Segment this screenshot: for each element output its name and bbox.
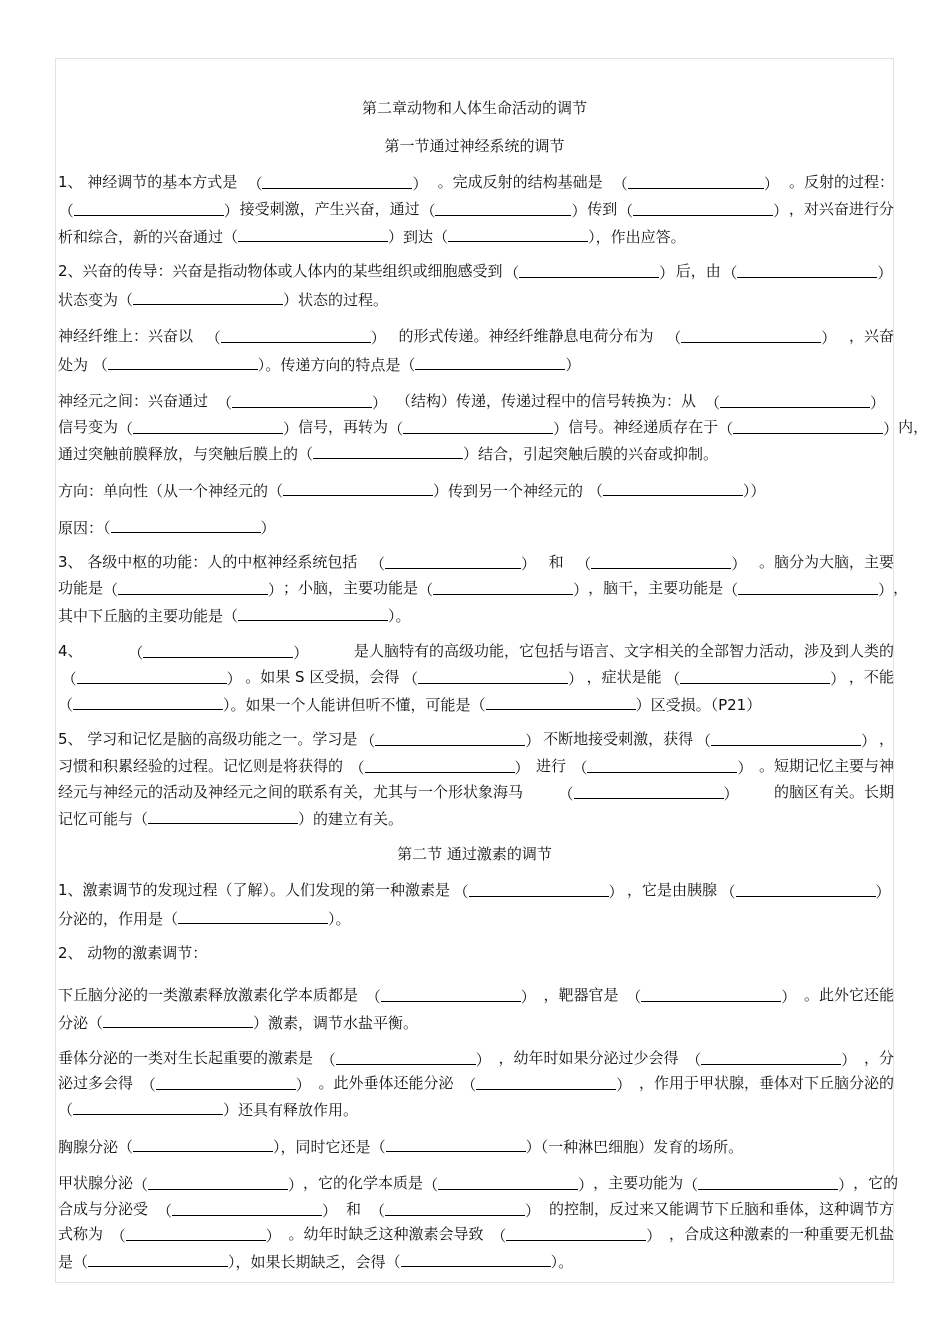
line-text: 2、兴奋的传导：兴奋是指动物体或人体内的某些组织或细胞感受到 [58, 262, 503, 280]
text-line [58, 1135, 894, 1155]
line-text: 。脑分为大脑，主要 [758, 553, 894, 571]
fill-blank[interactable]: （ ） [683, 1173, 853, 1193]
line-text: 还具有释放作用。 [238, 1101, 359, 1119]
fill-blank[interactable]: （ ） [223, 228, 403, 246]
fill-blank[interactable]: （ ） [386, 1253, 559, 1271]
text-line [58, 417, 929, 438]
line-text: 下丘脑分泌的一类激素释放激素化学本质都是 [58, 986, 359, 1004]
fill-blank[interactable]: （ ） [88, 1014, 268, 1032]
line-text: 式称为 [58, 1225, 104, 1243]
text-line [58, 199, 894, 219]
fill-blank[interactable]: （ ） [454, 880, 624, 900]
line-text: 信号，再转为 [298, 418, 389, 436]
line-text: 和 [548, 553, 564, 571]
text-line [58, 880, 894, 900]
line-text: 到达 [403, 228, 434, 246]
fill-blank[interactable]: （ ） [504, 261, 674, 281]
text-line [58, 943, 894, 963]
text-line [58, 1199, 894, 1219]
line-text: ，幼年时如果分泌过少会得 [498, 1049, 679, 1067]
line-text: ，分 [863, 1049, 894, 1067]
fill-blank[interactable]: （ ） [370, 552, 536, 572]
fill-blank[interactable]: （ ） [103, 578, 283, 598]
fill-blank[interactable]: （ ） [349, 756, 529, 776]
line-text: 功能是 [58, 579, 104, 597]
line-text: 4、 [58, 642, 83, 660]
line-text: ，对兴奋进行分 [788, 200, 894, 218]
line-text: 后，由 [675, 262, 721, 280]
fill-blank[interactable]: （ ） [298, 445, 478, 463]
line-text: 神经元之间：兴奋通过 [58, 392, 209, 410]
line-text: ，兴奋 [848, 327, 894, 345]
line-text: 甲状腺分泌 [58, 1174, 134, 1192]
line-text: 习惯和积累经验的过程。记忆则是将获得的 [58, 757, 344, 775]
fill-blank[interactable]: （ ） [141, 1073, 311, 1093]
line-text: 其中下丘脑的主要功能是 [58, 607, 224, 625]
line-text: 的脑区有关。长期 [773, 783, 894, 801]
line-text: ，靶器官是 [543, 986, 619, 1004]
fill-blank[interactable]: （ ） [73, 1253, 236, 1271]
fill-blank[interactable]: （ ） [665, 667, 845, 687]
fill-blank[interactable]: （ ） [388, 417, 568, 437]
fill-blank[interactable]: （ ） [360, 729, 540, 749]
text-line [58, 172, 894, 192]
line-text: 3、 各级中枢的功能：人的中枢神经系统包括 [58, 553, 358, 571]
fill-blank[interactable]: （ ） [157, 1199, 337, 1219]
fill-blank[interactable]: （ ） [58, 696, 231, 714]
line-text: 2、 动物的激素调节： [58, 944, 208, 962]
line-text: 。如果一个人能讲但听不懂，可能是 [230, 696, 471, 714]
line-text: 信号。神经递质存在于 [568, 418, 719, 436]
line-text: 接受刺激，产生兴奋，通过 [239, 200, 420, 218]
line-text: 是人脑特有的高级功能，它包括与语言、文字相关的全部智力活动，涉及到人类的 [353, 642, 894, 660]
fill-blank[interactable]: （ ） [118, 1138, 281, 1156]
line-text: 垂体分泌的一类对生长起重要的激素是 [58, 1049, 314, 1067]
fill-blank[interactable]: （ ） [686, 1048, 856, 1068]
line-text: 通过突触前膜释放，与突触后膜上的 [58, 445, 299, 463]
text-line [58, 693, 894, 713]
fill-blank[interactable]: （ ） [118, 417, 298, 437]
text-line [58, 552, 894, 572]
fill-blank[interactable]: （ ） [696, 729, 876, 749]
fill-blank[interactable]: （ ） [370, 1199, 540, 1219]
line-text: 。此外它还能 [803, 986, 894, 1004]
line-text: 析和综合，新的兴奋通过 [58, 228, 224, 246]
fill-blank[interactable]: （ ） [558, 782, 738, 802]
text-line [58, 479, 894, 499]
fill-blank[interactable]: （ ） [111, 1224, 281, 1244]
text-line [58, 391, 894, 411]
fill-blank[interactable]: （ ） [626, 985, 796, 1005]
line-text: ，作出应答。 [595, 228, 686, 246]
line-text: 。 [558, 1253, 574, 1271]
fill-blank[interactable]: （ ） [723, 578, 893, 598]
text-line [58, 1173, 899, 1194]
fill-blank[interactable]: （ ） [59, 199, 239, 219]
fill-blank[interactable]: （ ） [423, 1173, 593, 1193]
line-text: ，症状是能 [586, 668, 662, 686]
fill-blank[interactable]: （ ） [223, 607, 396, 625]
fill-blank[interactable]: （ ） [433, 228, 596, 246]
line-text: 。 [335, 910, 351, 928]
line-text: 的形式传递。神经纤维静息电荷分布为 [398, 327, 654, 345]
line-text: 激素，调节水盐平衡。 [268, 1014, 419, 1032]
text-line [58, 442, 894, 462]
text-line [58, 353, 894, 373]
line-text: （结构）传递，传递过程中的信号转换为：从 [395, 392, 696, 410]
fill-blank[interactable]: （ ） [666, 326, 836, 346]
line-text: 1、激素调节的发现过程（了解）。人们发现的第一种激素是 [58, 881, 451, 899]
line-text: 的控制，反过来又能调节下丘脑和垂体，这种调节方 [548, 1200, 894, 1218]
text-line [58, 288, 894, 308]
line-text: 传到 [587, 200, 618, 218]
fill-blank[interactable]: （ ） [588, 482, 751, 500]
line-text: 处为 [58, 356, 93, 374]
chapter-title: 第二章动物和人体生命活动的调节 [361, 99, 587, 117]
fill-blank[interactable]: （ ） [705, 391, 885, 411]
fill-blank[interactable]: （ ） [366, 985, 536, 1005]
text-line [58, 985, 894, 1005]
text-line [58, 1011, 894, 1031]
fill-blank[interactable]: （ ） [718, 417, 898, 437]
section-title: 第二节 通过激素的调节 [397, 845, 552, 863]
line-text: ，如果长期缺乏，会得 [235, 1253, 386, 1271]
text-line [58, 1048, 894, 1068]
line-text: 是 [58, 1253, 74, 1271]
fill-blank[interactable]: （ ） [133, 1173, 303, 1193]
line-text: 状态变为 [58, 291, 119, 309]
line-text: 。短期记忆主要与神 [758, 757, 894, 775]
fill-blank[interactable]: （ ） [613, 172, 779, 192]
fill-blank[interactable]: （ ） [163, 910, 336, 928]
fill-blank[interactable]: （ ） [58, 1101, 238, 1119]
fill-blank[interactable]: （ ） [371, 1138, 541, 1156]
line-text: ，作用于甲状腺，垂体对下丘脑分泌的 [638, 1074, 894, 1092]
line-text: ，它的 [853, 1174, 899, 1192]
fill-blank[interactable]: （ ） [103, 519, 276, 537]
line-text: 。反射的过程： [788, 173, 894, 191]
fill-blank[interactable]: （ ） [618, 199, 788, 219]
fill-blank[interactable]: （ ） [572, 756, 752, 776]
line-text: （一种淋巴细胞）发育的场所。 [540, 1138, 744, 1156]
fill-blank[interactable]: （ ） [128, 641, 308, 661]
line-text: 合成与分泌受 [58, 1200, 149, 1218]
line-text: ， [878, 730, 894, 748]
fill-blank[interactable]: （ ） [321, 1048, 491, 1068]
text-line [58, 1098, 894, 1118]
text-line [58, 1224, 894, 1244]
line-text: 经元与神经元的活动及神经元之间的联系有关，尤其与一个形状象海马 [58, 783, 524, 801]
text-line [58, 729, 894, 749]
line-text: 结合，引起突触后膜的兴奋或抑制。 [478, 445, 719, 463]
line-text: 5、 学习和记忆是脑的高级功能之一。学习是 [58, 730, 358, 748]
line-text: 。此外垂体还能分泌 [318, 1074, 454, 1092]
text-line [58, 225, 894, 245]
fill-blank[interactable]: （ ） [722, 261, 892, 281]
text-line [58, 1073, 894, 1093]
fill-blank[interactable]: （ ） [721, 880, 891, 900]
text-line [58, 578, 909, 599]
line-text: 信号变为 [58, 418, 119, 436]
fill-blank[interactable]: （ ） [206, 326, 386, 346]
line-text: 分泌 [58, 1014, 89, 1032]
fill-blank[interactable]: （ ） [420, 199, 586, 219]
line-text: 进行 [535, 757, 566, 775]
line-text: 泌过多会得 [58, 1074, 134, 1092]
line-text: 记忆可能与 [58, 810, 134, 828]
line-text: 原因： [58, 519, 104, 537]
line-text: 和 [345, 1200, 361, 1218]
line-text: ；小脑，主要功能是 [283, 579, 419, 597]
text-line [58, 907, 894, 927]
text-line [58, 261, 894, 281]
line-text: ，它是由胰腺 [627, 881, 718, 899]
text-line [58, 807, 894, 827]
text-line [58, 516, 894, 536]
line-text: ，合成这种激素的一种重要无机盐 [668, 1225, 894, 1243]
text-line [58, 667, 894, 687]
fill-blank[interactable]: （ ） [133, 810, 313, 828]
fill-blank[interactable]: （ ） [93, 356, 266, 374]
fill-blank[interactable]: （ ） [247, 172, 427, 192]
line-text: 内， [898, 418, 929, 436]
line-text: ，它的化学本质是 [303, 1174, 424, 1192]
line-text: ，同时它还是 [280, 1138, 371, 1156]
fill-blank[interactable]: （ ） [576, 552, 746, 572]
line-text: 胸腺分泌 [58, 1138, 119, 1156]
line-text: 分泌的，作用是 [58, 910, 164, 928]
text-line [58, 1250, 894, 1270]
fill-blank[interactable]: （ ） [217, 391, 387, 411]
line-text: 传到另一个神经元的 [448, 482, 588, 500]
text-line [58, 756, 894, 776]
line-text: 。幼年时缺乏这种激素会导致 [288, 1225, 484, 1243]
text-line [58, 326, 894, 346]
fill-blank[interactable]: （ ） [118, 291, 298, 309]
fill-blank[interactable]: （ ） [400, 356, 580, 374]
line-text: 。如果 S 区受损，会得 [245, 668, 400, 686]
fill-blank[interactable]: （ ） [403, 667, 583, 687]
fill-blank[interactable]: （ ） [471, 696, 651, 714]
fill-blank[interactable]: （ ） [461, 1073, 631, 1093]
text-line [58, 782, 894, 802]
fill-blank[interactable]: （ ） [62, 667, 242, 687]
line-text: ） [750, 482, 766, 500]
fill-blank[interactable]: （ ） [491, 1224, 661, 1244]
line-text: 。传递方向的特点是 [265, 356, 401, 374]
line-text: 状态的过程。 [298, 291, 389, 309]
text-line [58, 604, 894, 624]
line-text: 不断地接受刺激，获得 [543, 730, 694, 748]
line-text: ，不能 [848, 668, 894, 686]
section-title: 第一节通过神经系统的调节 [384, 137, 565, 155]
line-text: ， [893, 579, 909, 597]
line-text: 神经纤维上：兴奋以 [58, 327, 194, 345]
line-text: 。完成反射的结构基础是 [437, 173, 603, 191]
fill-blank[interactable]: （ ） [418, 578, 588, 598]
line-text: ，脑干，主要功能是 [588, 579, 724, 597]
line-text: 方向：单向性（从一个神经元的 [58, 482, 269, 500]
fill-blank[interactable]: （ ） [268, 482, 448, 500]
text-line [58, 641, 894, 661]
line-text: 。 [395, 607, 411, 625]
line-text: 区受损。（P21） [650, 696, 762, 714]
line-text: 的建立有关。 [313, 810, 404, 828]
line-text: 1、 神经调节的基本方式是 [58, 173, 238, 191]
line-text: ，主要功能为 [593, 1174, 684, 1192]
